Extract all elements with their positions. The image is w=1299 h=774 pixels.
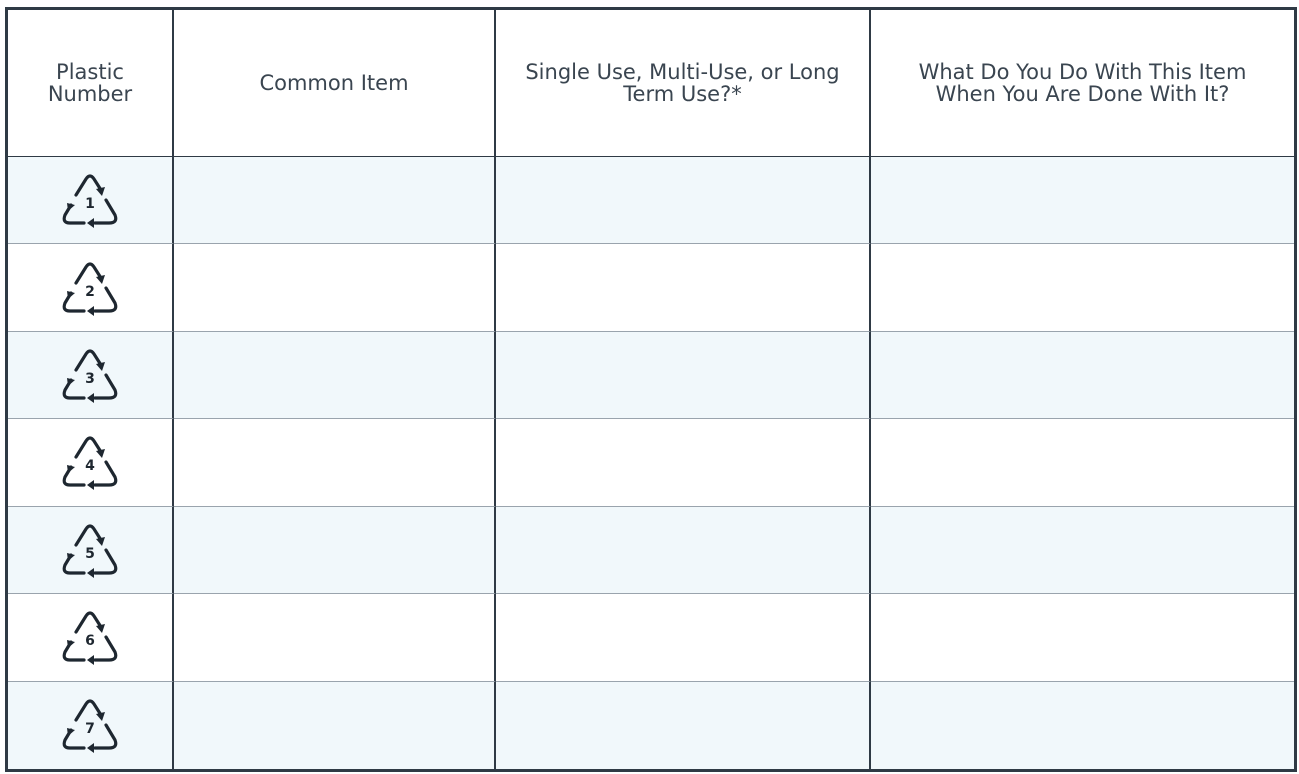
row-1-plastic-number-cell [8,157,174,244]
row-5-plastic-number-cell [8,507,174,594]
recycle-6-icon [52,604,128,670]
row-1-common-item-cell[interactable] [174,157,496,244]
row-2-common-item-cell[interactable] [174,244,496,331]
header-use-type [496,10,871,157]
row-5-common-item-cell[interactable] [174,507,496,594]
plastic-number-label: 3 [85,371,95,388]
row-3-plastic-number-cell [8,332,174,419]
row-4-disposal-cell[interactable] [871,419,1294,506]
plastic-number-label: 1 [85,196,95,213]
row-6-disposal-cell[interactable] [871,594,1294,681]
header-common-item [174,10,496,157]
row-6-common-item-cell[interactable] [174,594,496,681]
row-2-plastic-number-cell [8,244,174,331]
row-3-use-type-cell[interactable] [496,332,871,419]
row-6-use-type-cell[interactable] [496,594,871,681]
plastic-number-label: 7 [85,721,95,738]
plastic-number-label: 2 [85,283,95,300]
recycle-7-icon [52,692,128,758]
table-grid [8,10,1294,769]
recycle-2-icon [52,255,128,321]
header-plastic-number [8,10,174,157]
row-1-disposal-cell[interactable] [871,157,1294,244]
row-5-disposal-cell[interactable] [871,507,1294,594]
row-4-plastic-number-cell [8,419,174,506]
row-3-common-item-cell[interactable] [174,332,496,419]
header-use-type-label: Single Use, Multi-Use, or Long Term Use?* [525,60,840,106]
row-2-disposal-cell[interactable] [871,244,1294,331]
header-disposal [871,10,1294,157]
row-5-use-type-cell[interactable] [496,507,871,594]
recycle-1-icon [52,167,128,233]
recycle-3-icon [52,342,128,408]
plastic-number-label: 5 [85,545,95,562]
plastics-worksheet-table [5,7,1297,772]
row-7-plastic-number-cell [8,682,174,769]
row-6-plastic-number-cell [8,594,174,681]
row-3-disposal-cell[interactable] [871,332,1294,419]
header-common-item-label: Common Item [259,71,409,95]
row-2-use-type-cell[interactable] [496,244,871,331]
recycle-5-icon [52,517,128,583]
plastic-number-label: 6 [85,633,95,650]
row-7-disposal-cell[interactable] [871,682,1294,769]
row-4-common-item-cell[interactable] [174,419,496,506]
recycle-4-icon [52,429,128,495]
row-7-common-item-cell[interactable] [174,682,496,769]
row-7-use-type-cell[interactable] [496,682,871,769]
header-disposal-label: What Do You Do With This Item When You Are Done With It? [918,60,1247,106]
row-1-use-type-cell[interactable] [496,157,871,244]
plastic-number-label: 4 [85,458,95,475]
row-4-use-type-cell[interactable] [496,419,871,506]
header-plastic-number-label: Plastic Number [47,60,133,106]
